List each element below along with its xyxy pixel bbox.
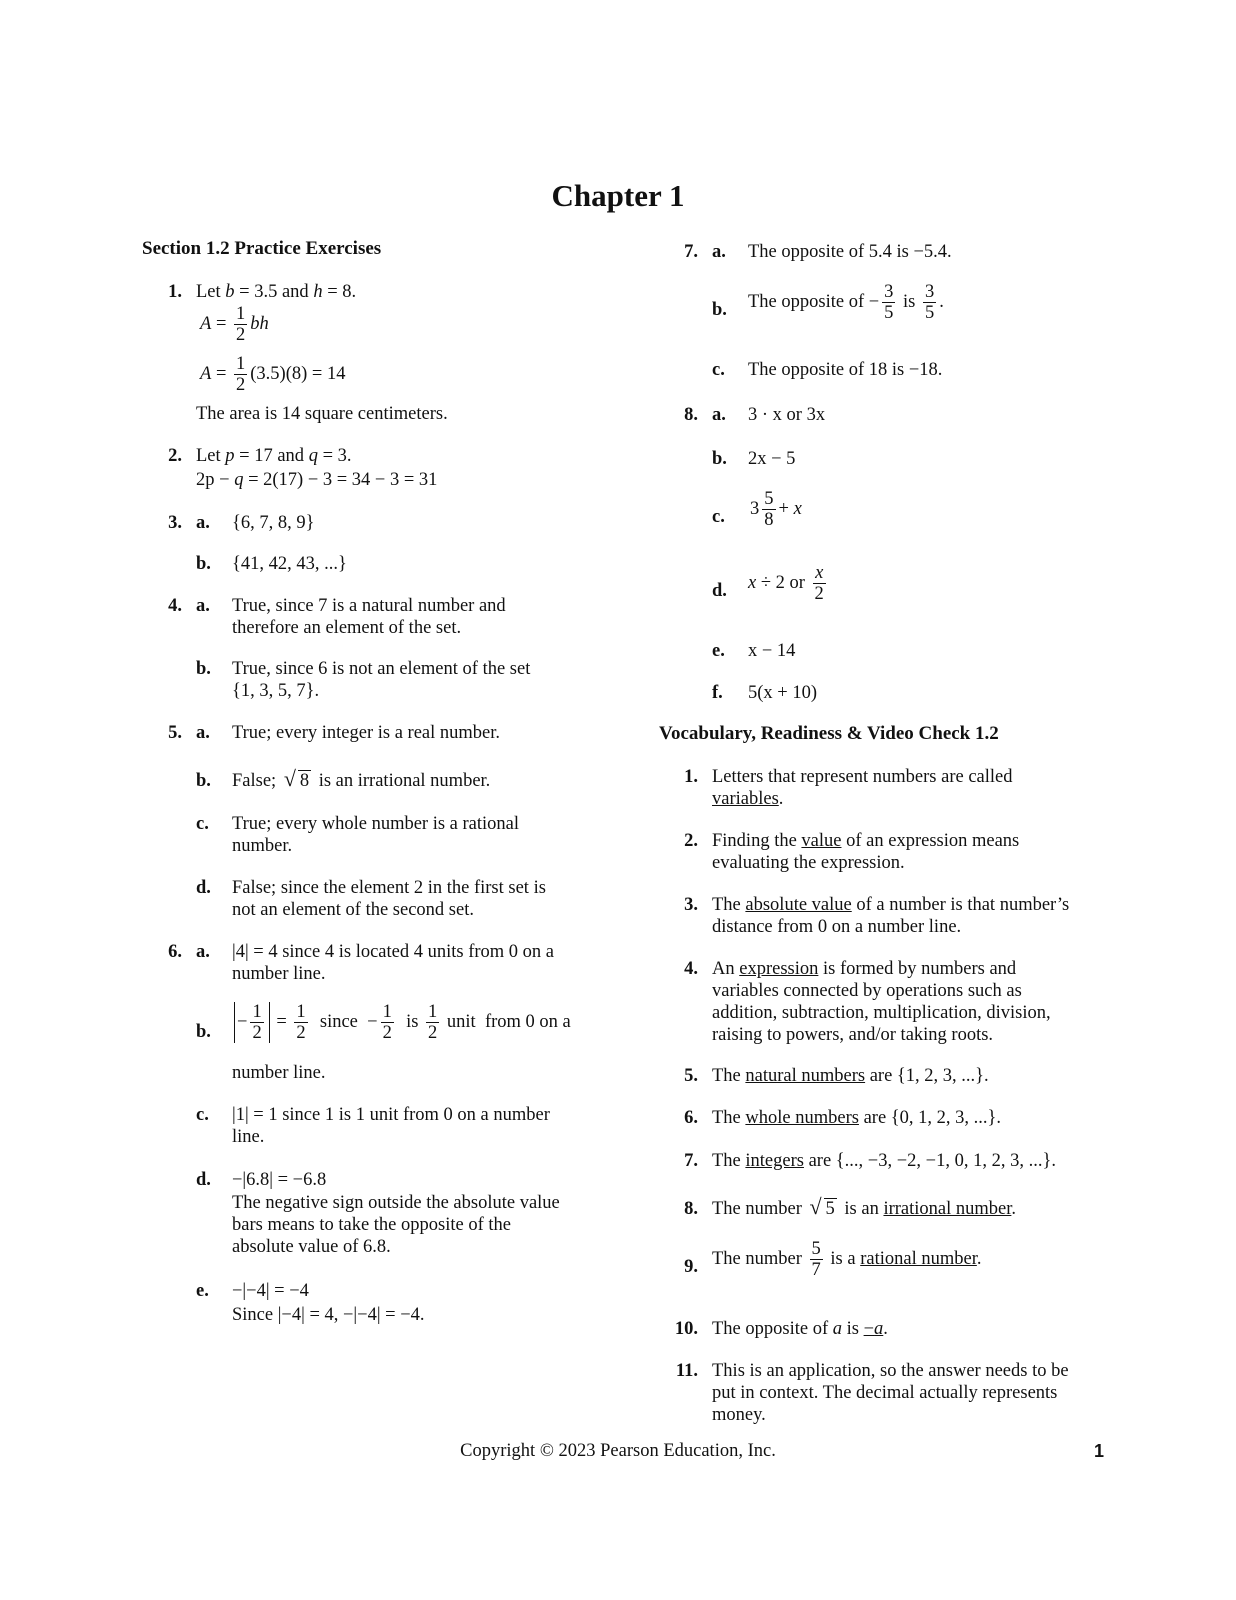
part-letter: c.: [196, 814, 209, 834]
answer-line: 2p − q = 2(17) − 3 = 34 − 3 = 31: [196, 470, 438, 490]
vocab-line: The opposite of a is −a.: [712, 1319, 888, 1339]
answer-text: {1, 3, 5, 7}.: [232, 681, 320, 701]
mixed-number-expression: 3 $\frac{5}{8}$ + x: [750, 489, 802, 530]
vocab-line: variables.: [712, 789, 784, 809]
vocab-number: 6.: [684, 1108, 698, 1128]
abs-fraction-expression: − $\frac{1}{2}$ = $\frac{1}{2}$ since − $\frac{1}{2}$ is $\frac{1}{2}$ unit from 0 on a: [232, 1002, 571, 1043]
vocab-number: 5.: [684, 1066, 698, 1086]
vocab-number: 4.: [684, 959, 698, 979]
part-letter: a.: [196, 942, 210, 962]
answer-text: The negative sign outside the absolute value: [232, 1193, 560, 1213]
answer-line: Let b = 3.5 and h = 8.: [196, 282, 357, 302]
vocab-line: money.: [712, 1405, 766, 1425]
chapter-title: Chapter 1: [551, 178, 685, 213]
vocab-line: raising to powers, and/or taking roots.: [712, 1025, 994, 1045]
problem-number: 3.: [168, 513, 182, 533]
answer-text: True, since 7 is a natural number and: [232, 596, 506, 616]
answer-text: x − 14: [748, 641, 796, 661]
vocab-line: The natural numbers are {1, 2, 3, ...}.: [712, 1066, 989, 1086]
answer-text: |1| = 1 since 1 is 1 unit from 0 on a number: [232, 1105, 550, 1125]
part-letter: b.: [712, 449, 727, 469]
answer-text: line.: [232, 1127, 265, 1147]
vocab-number: 8.: [684, 1199, 698, 1219]
part-letter: c.: [712, 360, 725, 380]
vocab-line: put in context. The decimal actually represents: [712, 1383, 1058, 1403]
vocab-line: evaluating the expression.: [712, 853, 905, 873]
part-letter: d.: [196, 1170, 211, 1190]
part-letter: a.: [196, 513, 210, 533]
copyright-footer: Copyright © 2023 Pearson Education, Inc.: [460, 1441, 776, 1461]
vocab-line: The integers are {..., −3, −2, −1, 0, 1, 2, 3, ...}.: [712, 1151, 1056, 1171]
vocab-line: The whole numbers are {0, 1, 2, 3, ...}.: [712, 1108, 1002, 1128]
part-letter: d.: [196, 878, 211, 898]
answer-text: number line.: [232, 1063, 326, 1083]
answer-text: 2x − 5: [748, 449, 796, 469]
answer-text: absolute value of 6.8.: [232, 1237, 391, 1257]
answer-line: The area is 14 square centimeters.: [196, 404, 448, 424]
vocab-line: This is an application, so the answer needs to be: [712, 1361, 1069, 1381]
problem-number: 8.: [684, 405, 698, 425]
answer-text: −|6.8| = −6.8: [232, 1170, 327, 1190]
answer-text: bars means to take the opposite of the: [232, 1215, 511, 1235]
problem-number: 2.: [168, 446, 182, 466]
part-letter: f.: [712, 683, 723, 703]
area-calc: A = $\frac{1}{2}$ (3.5)(8) = 14: [200, 354, 346, 395]
part-letter: e.: [712, 641, 725, 661]
vocab-number: 10.: [674, 1319, 698, 1339]
vocab-line: Letters that represent numbers are called: [712, 767, 1013, 787]
answer-text: {6, 7, 8, 9}: [232, 513, 315, 533]
vocab-line: An expression is formed by numbers and: [712, 959, 1017, 979]
answer-text: −|−4| = −4: [232, 1281, 309, 1301]
vocab-number: 11.: [675, 1361, 698, 1381]
answer-line: Let p = 17 and q = 3.: [196, 446, 352, 466]
part-letter: d.: [712, 581, 727, 601]
problem-number: 5.: [168, 723, 182, 743]
part-letter: b.: [196, 1022, 211, 1042]
problem-number: 7.: [684, 242, 698, 262]
part-letter: a.: [712, 242, 726, 262]
vocab-line: variables connected by operations such as: [712, 981, 1022, 1001]
vocab-heading: Vocabulary, Readiness & Video Check 1.2: [659, 723, 999, 744]
area-formula: A = $\frac{1}{2}$ bh: [200, 304, 269, 345]
answer-text: 3 · x or 3x: [748, 405, 826, 425]
answer-text: number line.: [232, 964, 326, 984]
part-letter: b.: [196, 659, 211, 679]
answer-text: 5(x + 10): [748, 683, 818, 703]
vocab-number: 1.: [684, 767, 698, 787]
part-letter: b.: [196, 554, 211, 574]
vocab-number: 2.: [684, 831, 698, 851]
section-heading: Section 1.2 Practice Exercises: [142, 238, 382, 259]
problem-number: 6.: [168, 942, 182, 962]
page-number: 1: [1094, 1441, 1105, 1461]
answer-text: True; every integer is a real number.: [232, 723, 500, 743]
vocab-line: distance from 0 on a number line.: [712, 917, 962, 937]
part-letter: c.: [196, 1105, 209, 1125]
answer-text: number.: [232, 836, 293, 856]
part-letter: a.: [196, 596, 210, 616]
part-letter: c.: [712, 507, 725, 527]
vocab-line: The number √ 5 is an irrational number.: [712, 1198, 1016, 1220]
problem-number: 4.: [168, 596, 182, 616]
vocab-number: 9.: [684, 1257, 698, 1277]
answer-text: |4| = 4 since 4 is located 4 units from 0 on a: [232, 942, 555, 962]
answer-text: {41, 42, 43, ...}: [232, 554, 347, 574]
problem-number: 1.: [168, 282, 182, 302]
division-expression: x ÷ 2 or $\frac{x}{2}$: [748, 563, 824, 604]
answer-text: Since |−4| = 4, −|−4| = −4.: [232, 1305, 425, 1325]
vocab-line: The number $\frac{5}{7}$ is a rational number.: [712, 1239, 982, 1280]
part-letter: b.: [712, 300, 727, 320]
part-letter: a.: [196, 723, 210, 743]
part-letter: e.: [196, 1281, 209, 1301]
part-letter: b.: [196, 771, 211, 791]
answer-text: True, since 6 is not an element of the set: [232, 659, 531, 679]
vocab-line: addition, subtraction, multiplication, division,: [712, 1003, 1051, 1023]
vocab-number: 3.: [684, 895, 698, 915]
vocab-number: 7.: [684, 1151, 698, 1171]
answer-text: not an element of the second set.: [232, 900, 474, 920]
part-letter: a.: [712, 405, 726, 425]
answer-text: False; since the element 2 in the first set is: [232, 878, 546, 898]
opposite-fraction: The opposite of − $\frac{3}{5}$ is $\frac{3}{5}$ .: [748, 282, 944, 323]
answer-text: therefore an element of the set.: [232, 618, 462, 638]
answer-text: The opposite of 18 is −18.: [748, 360, 943, 380]
answer-text: True; every whole number is a rational: [232, 814, 520, 834]
answer-text: The opposite of 5.4 is −5.4.: [748, 242, 952, 262]
vocab-line: Finding the value of an expression means: [712, 831, 1020, 851]
vocab-line: The absolute value of a number is that number’s: [712, 895, 1070, 915]
answer-text: False; √ 8 is an irrational number.: [232, 770, 490, 792]
